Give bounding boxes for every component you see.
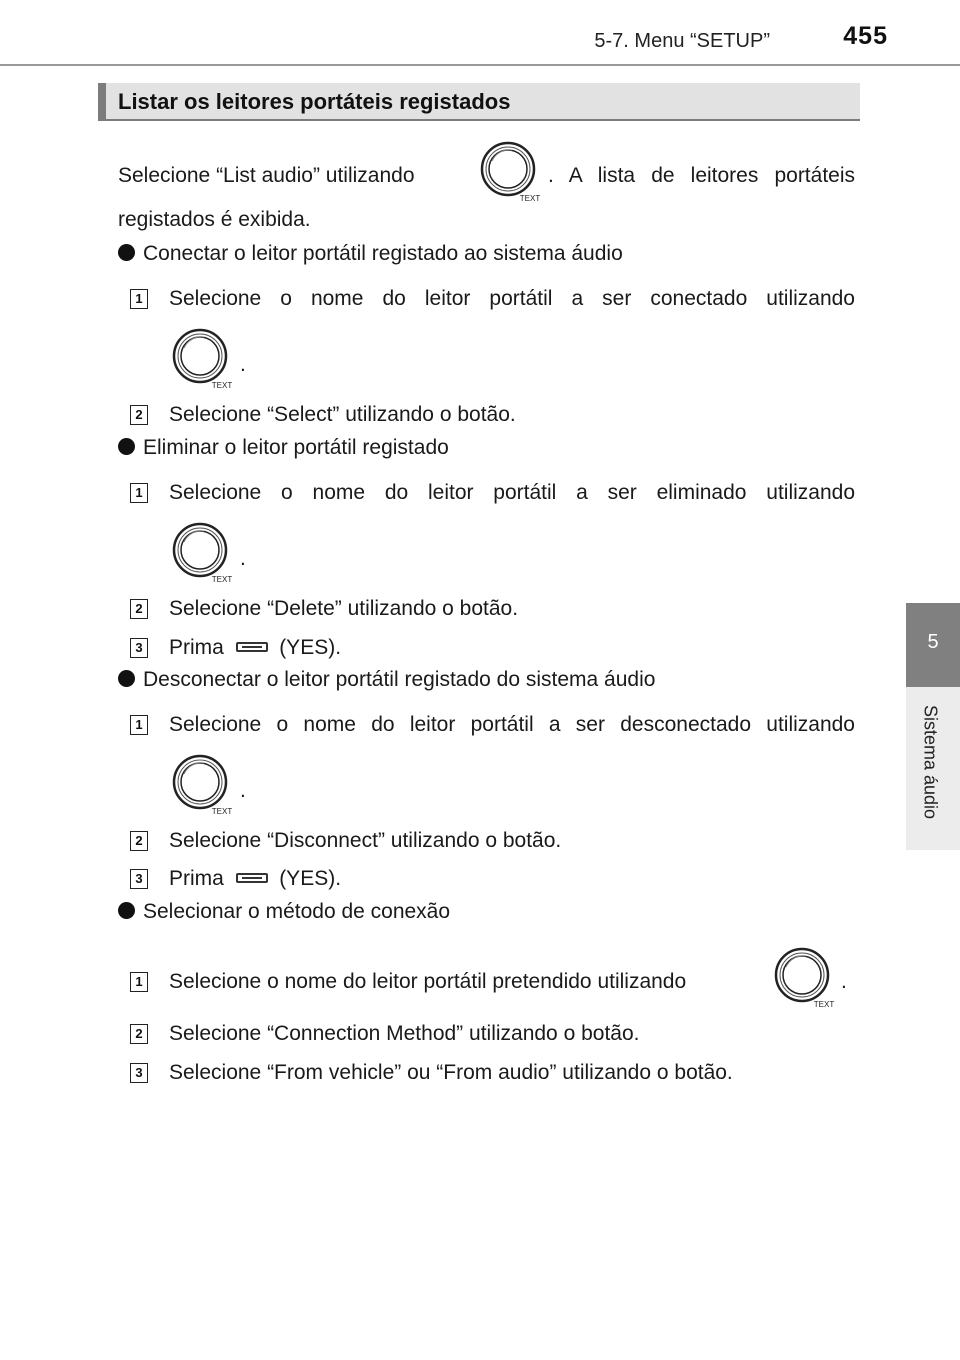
- step-number: 3: [130, 1063, 148, 1083]
- step-text: Selecione o nome do leitor portátil a ser eliminado utilizando: [169, 481, 855, 504]
- svg-text:TEXT: TEXT: [211, 381, 233, 390]
- step-number: 2: [130, 1024, 148, 1044]
- header-rule: [0, 64, 960, 66]
- step-number: 3: [130, 638, 148, 658]
- step-text: Selecione o nome do leitor portátil a ser desconectado utilizando: [169, 713, 855, 736]
- page-number: 455: [843, 22, 888, 50]
- section-title: 5-7. Menu “SETUP”: [594, 30, 770, 52]
- step-text: Selecione “Delete” utilizando o botão.: [169, 597, 519, 620]
- step-text: Prima (YES).: [169, 867, 342, 890]
- bullet-icon: [118, 670, 135, 687]
- bullet-icon: [118, 902, 135, 919]
- step-number: 1: [130, 483, 148, 503]
- bullet-icon: [118, 438, 135, 455]
- step-text: Prima (YES).: [169, 636, 342, 659]
- bullet-heading-connection-method: Selecionar o método de conexão: [118, 899, 450, 925]
- svg-text:TEXT: TEXT: [211, 807, 233, 816]
- bullet-icon: [118, 244, 135, 261]
- text-knob-icon: [772, 945, 836, 1009]
- intro-line-1a: Selecione “List audio” utilizando: [118, 164, 415, 187]
- chapter-tab: [906, 603, 960, 687]
- text-knob-icon: [478, 139, 542, 203]
- svg-text:TEXT: TEXT: [519, 194, 541, 203]
- bullet-heading-connect: Conectar o leitor portátil registado ao sistema áudio: [118, 241, 623, 267]
- step-text: Selecione “Disconnect” utilizando o botão.: [169, 829, 562, 852]
- function-key-icon: [236, 873, 268, 883]
- section-heading: Listar os leitores portáteis registados: [118, 89, 511, 114]
- step-text: Selecione “From vehicle” ou “From audio” utilizando o botão.: [169, 1061, 733, 1084]
- step-text: Selecione o nome do leitor portátil pretendido utilizando: [169, 970, 687, 993]
- step-end: .: [240, 353, 246, 376]
- step-number: 2: [130, 599, 148, 619]
- step-end: .: [240, 779, 246, 802]
- step-text: Selecione o nome do leitor portátil a ser conectado utilizando: [169, 287, 855, 310]
- text-knob-icon: [170, 752, 234, 816]
- step-text: Selecione “Select” utilizando o botão.: [169, 403, 516, 426]
- svg-text:TEXT: TEXT: [813, 1000, 835, 1009]
- text-knob-icon: [170, 520, 234, 584]
- section-heading-box: [98, 83, 860, 121]
- bullet-heading-delete: Eliminar o leitor portátil registado: [118, 435, 449, 461]
- text-knob-icon: [170, 326, 234, 390]
- function-key-icon: [236, 642, 268, 652]
- intro-line-1b: . A lista de leitores portáteis: [548, 164, 855, 187]
- bullet-heading-disconnect: Desconectar o leitor portátil registado do sistema áudio: [118, 667, 655, 693]
- step-number: 2: [130, 831, 148, 851]
- step-number: 1: [130, 972, 148, 992]
- page-header: [0, 0, 960, 66]
- step-number: 1: [130, 715, 148, 735]
- step-end: .: [841, 970, 847, 993]
- step-number: 3: [130, 869, 148, 889]
- chapter-label: Sistema áudio: [920, 704, 941, 820]
- step-number: 2: [130, 405, 148, 425]
- chapter-number: 5: [927, 631, 939, 653]
- step-text: Selecione “Connection Method” utilizando o botão.: [169, 1022, 640, 1045]
- intro-line-2: registados é exibida.: [118, 208, 311, 231]
- step-end: .: [240, 547, 246, 570]
- svg-text:TEXT: TEXT: [211, 575, 233, 584]
- step-number: 1: [130, 289, 148, 309]
